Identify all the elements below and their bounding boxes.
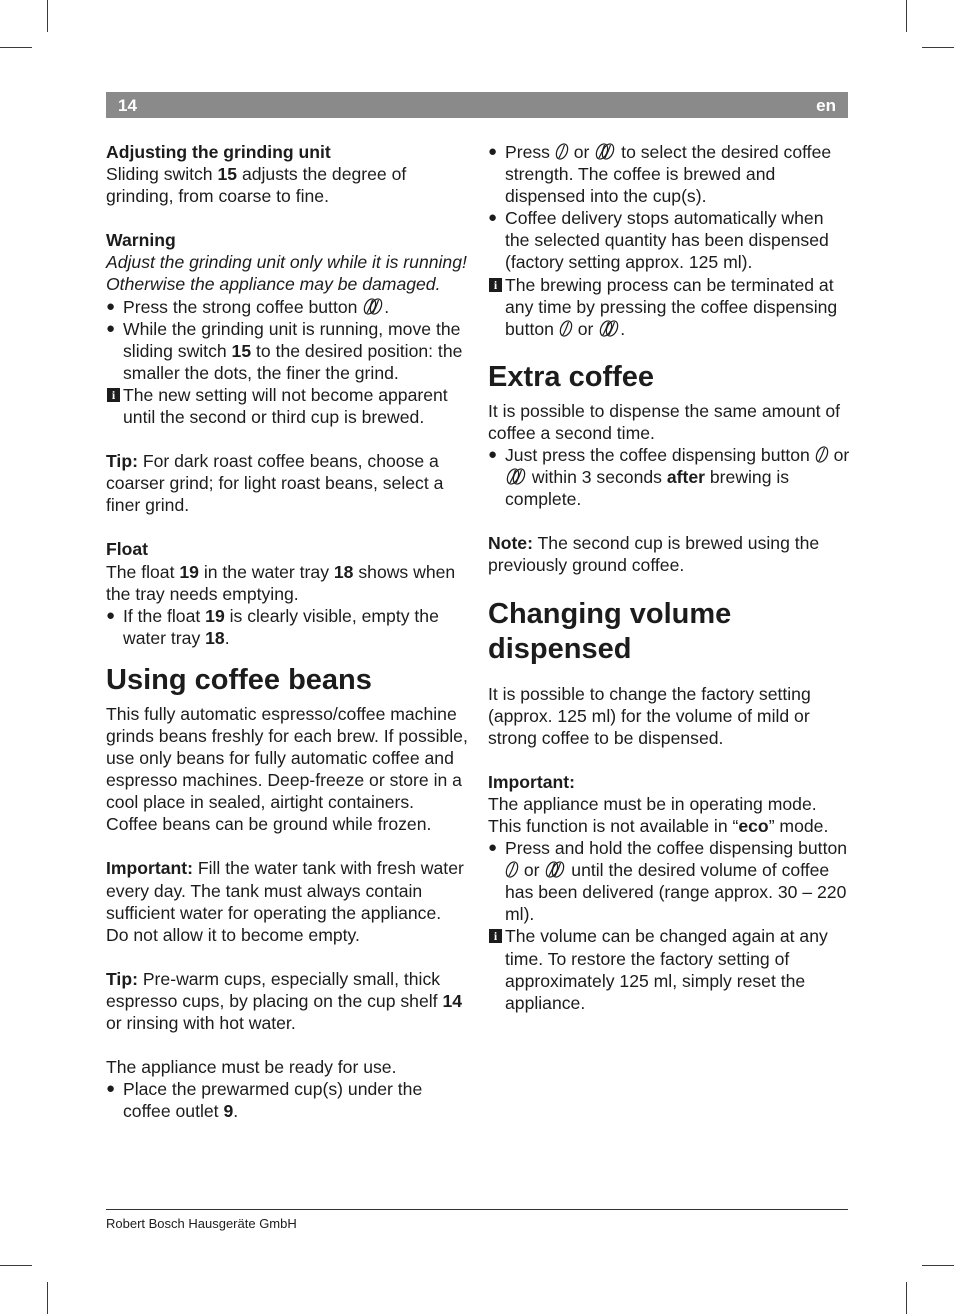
note-paragraph: Note: The second cup is brewed using the previously ground coffee.	[488, 533, 820, 576]
double-coffee-bean-icon	[594, 142, 616, 161]
left-column	[106, 141, 468, 1122]
list-item: ● While the grinding unit is running, move the sliding switch 15 to the desired position: the smaller the dots, the finer the grind.	[106, 318, 463, 383]
list-item: ● Just press the coffee dispensing button or within 3 seconds after brewing is complete.	[488, 445, 850, 510]
double-coffee-bean-icon	[362, 297, 384, 316]
double-coffee-bean-icon	[505, 467, 527, 486]
single-coffee-bean-icon	[555, 142, 569, 161]
page-number: 14	[118, 96, 137, 115]
page-header-bar	[106, 92, 848, 118]
section-heading-extra-coffee: Extra coffee	[488, 360, 655, 393]
list-item: ● Press the strong coffee button .	[106, 296, 390, 317]
list-item: ● Press or to select the desired coffee strength. The coffee is brewed and dispensed into the cup(s).	[488, 142, 832, 207]
info-icon: i	[107, 388, 120, 402]
crop-mark	[0, 47, 32, 48]
beans-paragraph: This fully automatic espresso/coffee machine grinds beans freshly for each brew. If possible, use only beans for fully automatic coffee and espresso machines. Deep-freeze or store in a cool place in sealed, airtight containers. Coffee beans can be ground while frozen.	[106, 703, 468, 835]
section-heading-coffee-beans: Using coffee beans	[106, 663, 372, 696]
info-note: i The new setting will not become apparent until the second or third cup is brewed.	[106, 384, 468, 428]
section-heading-changing-volume: Changing volume dispensed	[488, 597, 732, 665]
info-icon: i	[489, 929, 502, 943]
ready-paragraph: The appliance must be ready for use.	[106, 1057, 397, 1078]
crop-mark	[906, 0, 907, 32]
volume-paragraph: It is possible to change the factory setting (approx. 125 ml) for the volume of mild or strong coffee to be dispensed.	[488, 683, 811, 748]
right-column	[488, 141, 850, 1014]
list-item: ● If the float 19 is clearly visible, empty the water tray 18.	[106, 605, 439, 648]
crop-mark	[906, 1282, 907, 1314]
important-line: The appliance must be in operating mode.	[488, 793, 817, 814]
footer-rule	[106, 1209, 848, 1210]
extra-paragraph: It is possible to dispense the same amount of coffee a second time.	[488, 400, 841, 443]
grinding-heading: Adjusting the grinding unit	[106, 142, 331, 162]
important-heading: Important:	[488, 771, 575, 792]
crop-mark	[0, 1265, 32, 1266]
tip-paragraph: Tip: For dark roast coffee beans, choose a coarser grind; for light roast beans, select a finer grind.	[106, 451, 444, 516]
warning-heading: Warning	[106, 230, 176, 251]
crop-mark	[922, 1265, 954, 1266]
list-item: ● Place the prewarmed cup(s) under the coffee outlet 9.	[106, 1079, 423, 1122]
tip-paragraph: Tip: Pre-warm cups, especially small, thick espresso cups, by placing on the cup shelf 14 or rinsing with hot water.	[106, 968, 463, 1033]
float-heading: Float	[106, 539, 149, 560]
list-item: ● Press and hold the coffee dispensing button or until the desired volume of coffee has been delivered (range approx. 30 – 220 ml).	[488, 838, 848, 925]
footer-company: Robert Bosch Hausgeräte GmbH	[106, 1216, 297, 1231]
double-coffee-bean-icon	[544, 860, 566, 879]
info-note: i The brewing process can be terminated at any time by pressing the coffee dispensing button or .	[488, 274, 850, 340]
grinding-paragraph: Sliding switch 15 adjusts the degree of grinding, from coarse to fine.	[106, 164, 407, 207]
float-paragraph: The float 19 in the water tray 18 shows when the tray needs emptying.	[106, 561, 456, 604]
single-coffee-bean-icon	[815, 445, 829, 464]
single-coffee-bean-icon	[559, 319, 573, 338]
info-icon: i	[489, 278, 502, 292]
crop-mark	[47, 1282, 48, 1314]
info-note: i The volume can be changed again at any time. To restore the factory setting of approximately 125 ml, simply reset the appliance.	[488, 925, 850, 1013]
list-item: ● Coffee delivery stops automatically when the selected quantity has been dispensed (factory setting approx. 125 ml).	[488, 208, 829, 273]
important-paragraph: Important: Fill the water tank with fresh water every day. The tank must always contain sufficient water for operating the appliance. Do not allow it to become empty.	[106, 858, 464, 945]
crop-mark	[47, 0, 48, 32]
warning-text: Adjust the grinding unit only while it is running! Otherwise the appliance may be damaged.	[106, 252, 467, 295]
eco-mode-line: This function is not available in “eco” mode.	[488, 815, 829, 836]
double-coffee-bean-icon	[598, 319, 620, 338]
crop-mark	[922, 47, 954, 48]
language-code: en	[816, 96, 836, 115]
single-coffee-bean-icon	[505, 860, 519, 879]
